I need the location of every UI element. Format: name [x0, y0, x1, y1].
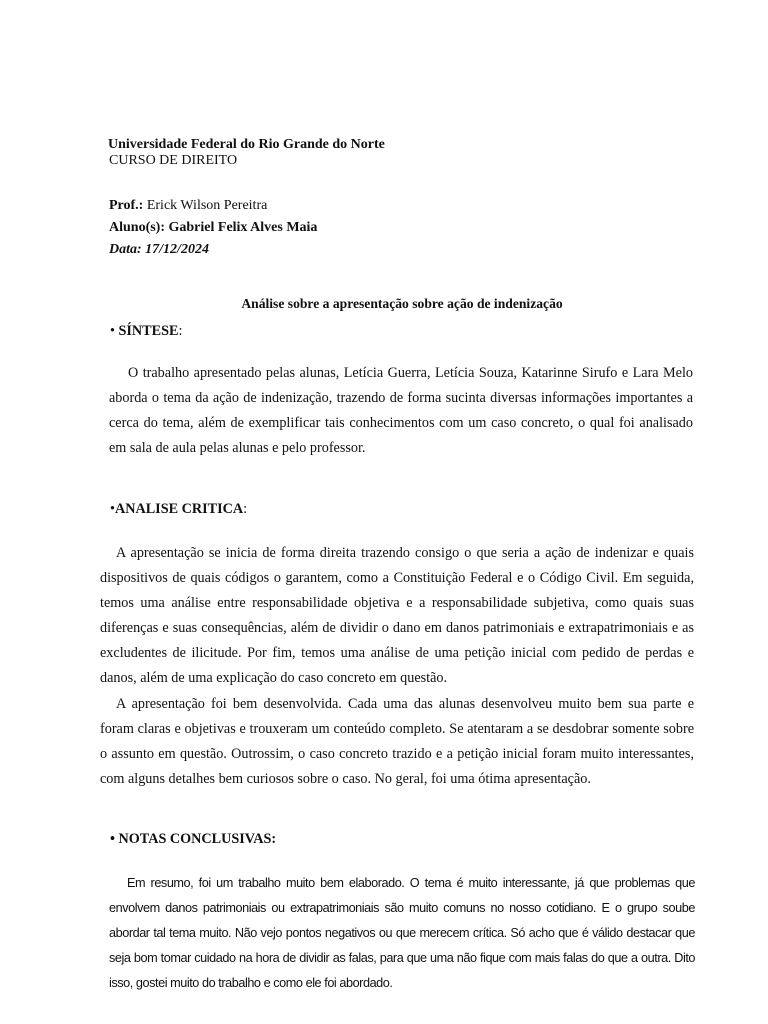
date-line: Data: 17/12/2024 — [109, 242, 209, 257]
heading-colon: : — [178, 323, 183, 339]
sintese-paragraph — [109, 361, 693, 461]
sintese-heading-text: SÍNTESE — [118, 323, 179, 339]
document-title: Análise sobre a apresentação sobre ação de indenização — [241, 296, 563, 311]
sintese-heading — [110, 323, 182, 340]
university-name: Universidade Federal do Rio Grande do Norte — [108, 137, 385, 152]
bullet: • — [110, 501, 115, 517]
student-line: Aluno(s): Gabriel Felix Alves Maia — [109, 220, 318, 235]
analise-paragraph-2 — [100, 692, 694, 792]
professor-label: Prof.: — [109, 198, 144, 213]
professor-name: Erick Wilson Pereitra — [143, 198, 268, 213]
sintese-text: O trabalho apresentado pelas alunas, Letícia Guerra, Letícia Souza, Katarinne Sirufo e Lara Melo aborda o tema da ação de indenização, trazendo de forma sucinta diversas informações importantes a cerca do tema, além de exemplificar tais conhecimentos com um caso concreto, o qual foi analisado em sala de aula pelas alunas e pelo professor. — [109, 365, 693, 456]
analise-paragraph-1 — [100, 541, 694, 691]
notas-text: Em resumo, foi um trabalho muito bem elaborado. O tema é muito interessante, já que problemas que envolvem danos patrimoniais ou extrapatrimoniais são muito comuns no nosso cotidiano. E o grupo soube abordar tal tema muito. Não vejo pontos negativos ou que merecem crítica. Só acho que é válido destacar que seja bom tomar cuidado na hora de dividir as falas, para que uma não fique com mais falas do que a outra. Dito isso, gostei muito do trabalho e como ele foi abordado. — [109, 876, 695, 990]
analise-heading-text: ANALISE CRITICA — [114, 501, 244, 517]
analise-text-2: A apresentação foi bem desenvolvida. Cada uma das alunas desenvolveu muito bem sua parte e foram claras e objetivas e trouxeram um conteúdo completo. Se atentaram a se desdobrar somente sobre o assunto em questão. Outrossim, o caso concreto trazido e a petição inicial foram muito interessantes, com alguns detalhes bem curiosos sobre o caso. No geral, foi uma ótima apresentação. — [100, 696, 694, 787]
professor-line — [109, 197, 267, 214]
course-name: CURSO DE DIREITO — [109, 153, 238, 168]
analise-heading — [110, 501, 247, 518]
notas-paragraph — [109, 871, 695, 996]
notas-heading: • NOTAS CONCLUSIVAS: — [110, 831, 277, 847]
bullet: • — [110, 323, 119, 339]
analise-text-1: A apresentação se inicia de forma direita trazendo consigo o que seria a ação de indenizar e quais dispositivos de quais códigos o garantem, como a Constituição Federal e o Código Civil. Em seguida, temos uma análise entre responsabilidade objetiva e a responsabilidade subjetiva, como quais suas diferenças e suas consequências, além de dividir o dano em danos patrimoniais e extrapatrimoniais e as excludentes de ilicitude. Por fim, temos uma análise de uma petição inicial com pedido de perdas e danos, além de uma explicação do caso concreto em questão. — [100, 545, 694, 686]
heading-colon: : — [243, 501, 248, 517]
